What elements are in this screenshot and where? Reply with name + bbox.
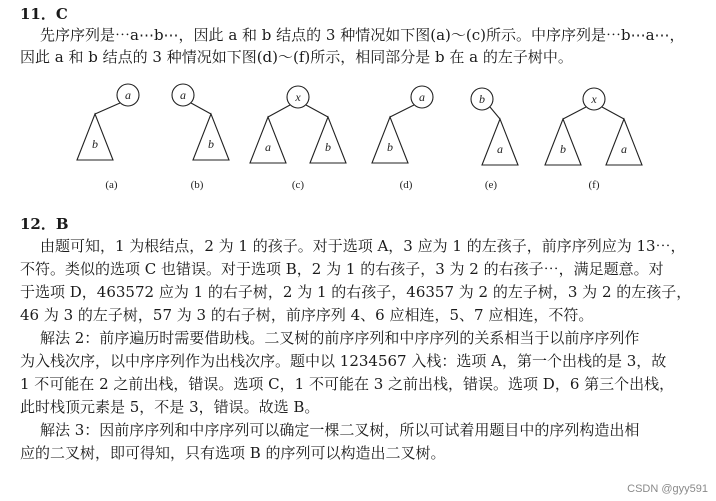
tree-node-label-3: a: [419, 90, 425, 104]
tree-node-label-5: x: [591, 92, 597, 106]
edge-left-2: [268, 105, 290, 117]
q12-line-3: 于选项 D，463572 应为 1 的右子树，2 为 1 的右孩子，46357 为 2 的左子树，3 为 2 的左孩子，: [20, 283, 692, 301]
tree-node-label-2: x: [295, 90, 301, 104]
edge-right-2: [306, 105, 328, 117]
diagram-caption-2: (c): [291, 179, 305, 191]
tree-node-label-4: b: [479, 92, 485, 106]
subtree-label-3-left: b: [387, 140, 393, 154]
watermark: CSDN @gyy591: [627, 483, 708, 495]
edge-right-1: [191, 103, 211, 114]
tree-node-label-1: a: [180, 88, 186, 102]
diagram-caption-5: (f): [588, 179, 600, 191]
diagram-caption-3: (d): [399, 179, 413, 191]
subtree-label-5-right: a: [621, 142, 627, 156]
subtree-label-1-right: b: [208, 137, 214, 151]
subtree-label-5-left: b: [560, 142, 566, 156]
q12-heading: 12．B: [20, 215, 69, 233]
q11-heading: 11．C: [20, 5, 68, 23]
tree-diagrams-svg: [0, 75, 716, 195]
q12-line-6: 为入栈次序，以中序序列作为出栈次序。题中以 1234567 入栈：选项 A，第一个出栈的是 3，故: [20, 352, 667, 370]
tree-diagrams: [0, 75, 716, 195]
q12-line-8: 此时栈顶元素是 5，不是 3，错误。故选 B。: [20, 398, 320, 416]
edge-right-5: [602, 107, 624, 119]
edge-left-3: [390, 105, 414, 117]
q12-line-10: 应的二叉树，即可得知，只有选项 B 的序列可以构造出二叉树。: [20, 444, 446, 462]
subtree-label-4-right: a: [497, 142, 503, 156]
q12-line-7: 1 不可能在 2 之前出栈，错误。选项 C，1 不可能在 3 之前出栈，错误。选项 D，6 第三个出栈，: [20, 375, 675, 393]
q12-line-9: 解法 3：因前序序列和中序序列可以确定一棵二叉树，所以可试着用题目中的序列构造出相: [40, 421, 640, 439]
tree-node-label-0: a: [125, 88, 131, 102]
q12-line-2: 不符。类似的选项 C 也错误。对于选项 B，2 为 1 的右孩子，3 为 2 的右孩子⋯，满足题意。对: [20, 260, 664, 278]
edge-right-4: [490, 107, 500, 119]
q12-line-5: 解法 2：前序遍历时需要借助栈。二叉树的前序序列和中序序列的关系相当于以前序序列作: [40, 329, 640, 347]
diagram-caption-1: (b): [190, 179, 204, 191]
edge-left-0: [95, 103, 120, 114]
diagram-caption-4: (e): [484, 179, 498, 191]
edge-left-5: [563, 107, 586, 119]
q12-line-1: 由题可知，1 为根结点，2 为 1 的孩子。对于选项 A，3 应为 1 的左孩子，前序序列应为 13⋯，: [40, 237, 686, 255]
q12-line-4: 46 为 3 的左子树，57 为 3 的右子树，前序序列 4、6 应相连，5、7 应相连，不符。: [20, 306, 594, 324]
subtree-label-2-left: a: [265, 140, 271, 154]
subtree-label-2-right: b: [325, 140, 331, 154]
diagram-caption-0: (a): [105, 179, 118, 191]
q11-line-1: 先序序列是⋯a⋯b⋯，因此 a 和 b 结点的 3 种情况如下图(a)～(c)所示。中序序列是⋯b⋯a⋯，: [40, 26, 685, 44]
subtree-label-0-left: b: [92, 137, 98, 151]
q11-line-2: 因此 a 和 b 结点的 3 种情况如下图(d)～(f)所示，相同部分是 b 在 a 的左子树中。: [20, 48, 573, 66]
